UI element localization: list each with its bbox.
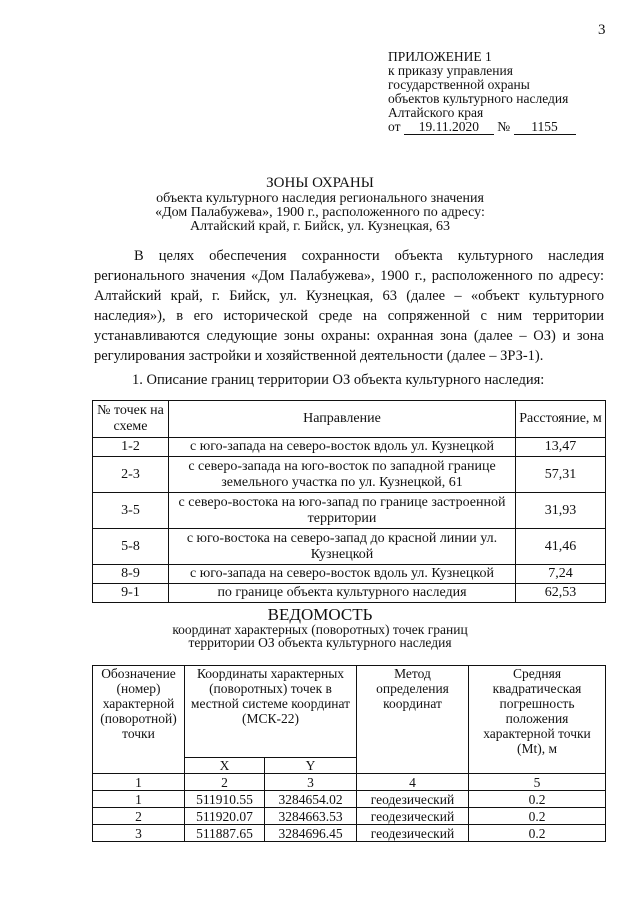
- cell-x: 511887.65: [185, 825, 265, 842]
- cell-error: 0.2: [469, 808, 606, 825]
- vedomost-subtitle: координат характерных (поворотных) точек границ: [172, 622, 468, 637]
- appendix-line: к приказу управления: [388, 63, 513, 78]
- cell-point: 3: [93, 825, 185, 842]
- cell-y: 3284654.02: [265, 791, 357, 808]
- coordinates-table: [92, 665, 606, 842]
- cell-points: 5-8: [93, 529, 169, 565]
- table-row: [93, 584, 606, 603]
- cell-direction: с юго-запада на северо-восток вдоль ул. Кузнецкой: [169, 438, 516, 457]
- page-number: 3: [598, 22, 606, 38]
- cell-points: 2-3: [93, 457, 169, 493]
- table-row: [93, 791, 606, 808]
- title-line: Алтайский край, г. Бийск, ул. Кузнецкая, 63: [190, 219, 450, 234]
- header-error: Средняя квадратическая погрешность положения характерной точки (Mt), м: [469, 666, 606, 774]
- cell-direction: с северо-востока на юго-запад по границе застроенной территории: [169, 493, 516, 529]
- cell-direction: с северо-запада на юго-восток по западной границе земельного участка по ул. Кузнецкой, 61: [169, 457, 516, 493]
- column-number: 1: [93, 774, 185, 791]
- number-sign: №: [497, 119, 511, 134]
- intro-paragraph: [94, 246, 604, 366]
- table-row: [93, 457, 606, 493]
- title-line: «Дом Палабужева», 1900 г., расположенного по адресу:: [155, 205, 485, 220]
- intro-text: В целях обеспечения сохранности объекта культурного наследия регионального значения «Дом Палабужева», 1900 г., расположенного по адресу: Алтайский край, г. Бийск, ул. Кузнецкая, 63 (далее – «объект культурного наследия»), в его исторической среде на сопряженной с ним территории устанавливаются следующие зоны охраны: охранная зона (далее – ОЗ) и зона регулирования застройки и хозяйственной деятельности (далее – ЗРЗ-1).: [94, 248, 604, 364]
- column-number: 2: [185, 774, 265, 791]
- title-line: объекта культурного наследия регионального значения: [156, 191, 484, 206]
- header-coordinates: Координаты характерных (поворотных) точек в местной системе координат (МСК-22): [185, 666, 357, 758]
- header-method: Метод определения координат: [357, 666, 469, 774]
- table-row: [93, 565, 606, 584]
- boundary-table: [92, 400, 606, 603]
- table-row: [93, 825, 606, 842]
- cell-y: 3284696.45: [265, 825, 357, 842]
- cell-x: 511910.55: [185, 791, 265, 808]
- table-row: [93, 529, 606, 565]
- section-heading: 1. Описание границ территории ОЗ объекта культурного наследия:: [132, 372, 545, 388]
- header-distance: Расстояние, м: [516, 401, 606, 438]
- cell-points: 1-2: [93, 438, 169, 457]
- cell-distance: 7,24: [516, 565, 606, 584]
- cell-point: 2: [93, 808, 185, 825]
- cell-method: геодезический: [357, 791, 469, 808]
- column-number: 4: [357, 774, 469, 791]
- cell-direction: по границе объекта культурного наследия: [169, 584, 516, 603]
- appendix-title: ПРИЛОЖЕНИЕ 1: [388, 49, 492, 64]
- header-y: Y: [265, 758, 357, 774]
- order-date: 19.11.2020: [404, 120, 494, 135]
- table-row: [93, 438, 606, 457]
- column-number: 3: [265, 774, 357, 791]
- table-row: [93, 808, 606, 825]
- header-direction: Направление: [169, 401, 516, 438]
- vedomost-heading: [0, 606, 640, 649]
- column-number: 5: [469, 774, 606, 791]
- title-main: ЗОНЫ ОХРАНЫ: [266, 175, 374, 191]
- appendix-line: государственной охраны: [388, 77, 530, 92]
- cell-direction: с юго-востока на северо-запад до красной линии ул. Кузнецкой: [169, 529, 516, 565]
- cell-direction: с юго-запада на северо-восток вдоль ул. Кузнецкой: [169, 565, 516, 584]
- cell-y: 3284663.53: [265, 808, 357, 825]
- header-x: X: [185, 758, 265, 774]
- header-points: № точек на схеме: [93, 401, 169, 438]
- cell-distance: 57,31: [516, 457, 606, 493]
- appendix-date-line: [388, 120, 576, 135]
- document-title: [0, 176, 640, 234]
- vedomost-subtitle: территории ОЗ объекта культурного наследия: [188, 635, 452, 650]
- cell-distance: 62,53: [516, 584, 606, 603]
- cell-points: 3-5: [93, 493, 169, 529]
- cell-error: 0.2: [469, 825, 606, 842]
- appendix-line: объектов культурного наследия: [388, 91, 569, 106]
- table-header-row: [93, 666, 606, 758]
- table-header-row: [93, 401, 606, 438]
- appendix-block: [388, 50, 576, 135]
- cell-point: 1: [93, 791, 185, 808]
- cell-points: 9-1: [93, 584, 169, 603]
- column-number-row: [93, 774, 606, 791]
- cell-distance: 41,46: [516, 529, 606, 565]
- header-designation: Обозначение (номер) характерной (поворотной) точки: [93, 666, 185, 774]
- cell-points: 8-9: [93, 565, 169, 584]
- vedomost-title: ВЕДОМОСТЬ: [267, 605, 373, 624]
- cell-error: 0.2: [469, 791, 606, 808]
- cell-distance: 13,47: [516, 438, 606, 457]
- appendix-line: Алтайского края: [388, 105, 484, 120]
- cell-method: геодезический: [357, 808, 469, 825]
- cell-x: 511920.07: [185, 808, 265, 825]
- cell-method: геодезический: [357, 825, 469, 842]
- order-number: 1155: [514, 120, 576, 135]
- table-row: [93, 493, 606, 529]
- date-prefix: от: [388, 119, 401, 134]
- cell-distance: 31,93: [516, 493, 606, 529]
